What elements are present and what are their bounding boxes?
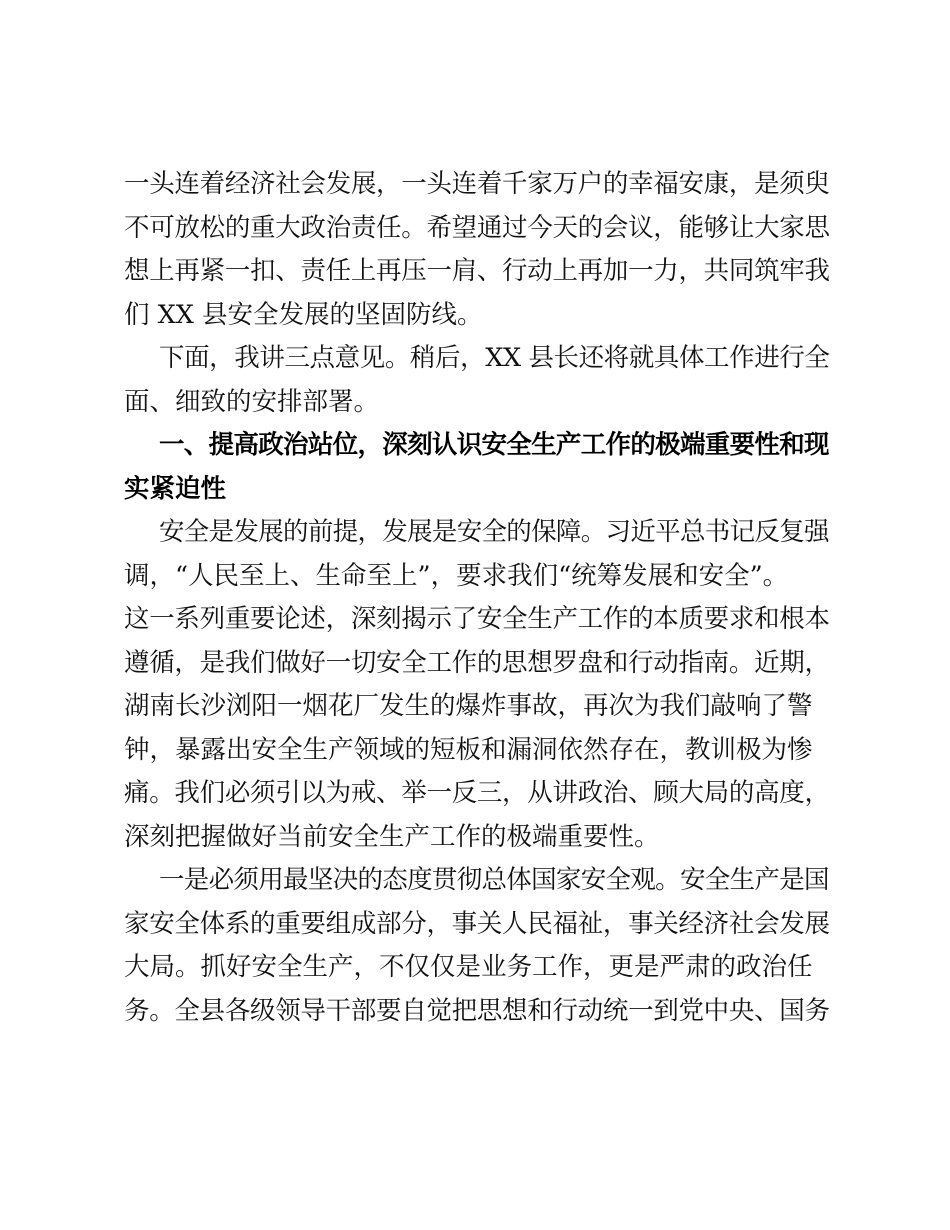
section-heading-line: 实紧迫性	[124, 473, 227, 504]
paragraph-line: 湖南长沙浏阳一烟花厂发生的爆炸事故，再次为我们敲响了警	[124, 691, 813, 721]
paragraph-line: 痛。我们必须引以为戒、举一反三，从讲政治、顾大局的高度，	[124, 778, 830, 808]
paragraph-line: 面、细致的安排部署。	[124, 386, 380, 417]
paragraph-line: 不可放松的重大政治责任。希望通过今天的会议，能够让大家思	[124, 212, 830, 243]
paragraph-line: 遵循，是我们做好一切安全工作的思想罗盘和行动指南。近期，	[124, 647, 830, 678]
paragraph-line: 深刻把握做好当前安全生产工作的极端重要性。	[124, 821, 660, 852]
paragraph-line: 这一系列重要论述，深刻揭示了安全生产工作的本质要求和根本	[124, 604, 830, 634]
paragraph-line: 下面，我讲三点意见。稍后，XX 县长还将就具体工作进行全	[159, 343, 830, 373]
paragraph-line: 一是必须用最坚决的态度贯彻总体国家安全观。安全生产是国	[159, 865, 829, 895]
document-body	[124, 163, 830, 1033]
paragraph-line: 家安全体系的重要组成部分，事关人民福祉，事关经济社会发展	[124, 908, 830, 939]
paragraph-line: 调，“人民至上、生命至上”，要求我们“统筹发展和安全”。	[124, 560, 789, 591]
paragraph-line: 想上再紧一扣、责任上再压一肩、行动上再加一力，共同筑牢我	[124, 256, 830, 286]
paragraph-line: 大局。抓好安全生产，不仅仅是业务工作，更是严肃的政治任	[124, 952, 813, 982]
paragraph-line: 钟，暴露出安全生产领域的短板和漏洞依然存在，教训极为惨	[124, 734, 813, 765]
paragraph-line: 一头连着经济社会发展，一头连着千家万户的幸福安康，是须臾	[124, 169, 830, 199]
paragraph-line: 们 XX 县安全发展的坚固防线。	[124, 299, 483, 330]
paragraph-line: 务。全县各级领导干部要自觉把思想和行动统一到党中央、国务	[124, 995, 830, 1026]
paragraph-line: 安全是发展的前提，发展是安全的保障。习近平总书记反复强	[159, 517, 829, 547]
section-heading-line: 一、提高政治站位，深刻认识安全生产工作的极端重要性和现	[159, 430, 829, 460]
